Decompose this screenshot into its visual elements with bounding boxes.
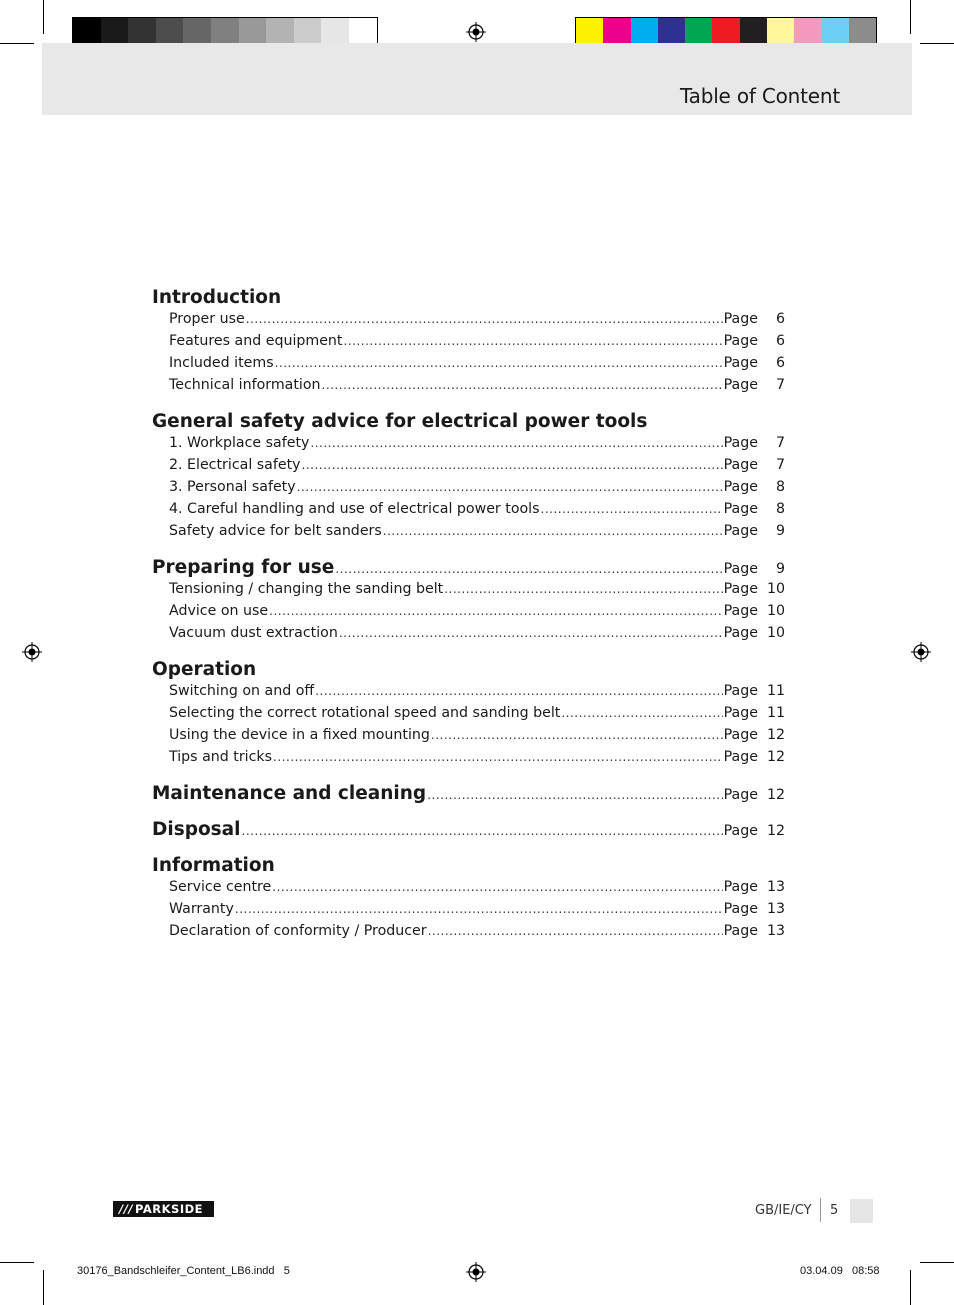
section-title: General safety advice for electrical power tools <box>152 411 648 432</box>
section-title: Introduction <box>152 287 282 308</box>
toc-entry[interactable] <box>152 581 785 603</box>
crop-mark <box>910 0 911 34</box>
page-label: Page <box>723 377 758 393</box>
dot-leader <box>431 728 723 742</box>
gray-swatch <box>349 18 377 46</box>
dot-leader <box>344 334 723 348</box>
table-of-contents <box>152 287 785 957</box>
gray-swatch <box>294 18 322 46</box>
entry-label: Advice on use <box>169 603 269 619</box>
page-number: 12 <box>766 823 785 839</box>
toc-entry[interactable] <box>152 705 785 727</box>
page-label: Page <box>723 787 758 803</box>
page-number: 10 <box>766 625 785 641</box>
page-number: 10 <box>766 581 785 597</box>
dot-leader <box>561 706 722 720</box>
page-number: 11 <box>766 705 785 721</box>
color-swatch <box>740 18 767 46</box>
page-number: 5 <box>830 1203 839 1218</box>
entry-label: Tensioning / changing the sanding belt <box>169 581 444 597</box>
toc-section-heading[interactable] <box>152 819 785 843</box>
gray-swatch <box>211 18 239 46</box>
toc-section-heading[interactable] <box>152 855 785 879</box>
toc-section <box>152 411 785 545</box>
crop-mark <box>920 1262 954 1263</box>
page-number: 10 <box>766 603 785 619</box>
logo-text: PARKSIDE <box>135 1202 204 1216</box>
page-label: Page <box>723 705 758 721</box>
page-label: Page <box>723 435 758 451</box>
crop-mark <box>0 1262 34 1263</box>
registration-mark-icon <box>911 642 931 662</box>
parkside-logo <box>113 1201 214 1217</box>
toc-entry[interactable] <box>152 501 785 523</box>
page-label: Page <box>723 479 758 495</box>
page-label: Page <box>723 749 758 765</box>
crop-mark <box>43 0 44 34</box>
page-label: Page <box>723 523 758 539</box>
page-number: 6 <box>775 333 785 349</box>
page-label: Page <box>723 561 758 577</box>
page-label: Page <box>723 683 758 699</box>
gray-swatch <box>239 18 267 46</box>
dot-leader <box>275 356 723 370</box>
crop-mark <box>43 1270 44 1305</box>
gray-swatch <box>266 18 294 46</box>
registration-mark-icon <box>22 642 42 662</box>
toc-entry[interactable] <box>152 311 785 333</box>
gray-swatch <box>101 18 129 46</box>
page-number: 12 <box>766 749 785 765</box>
dot-leader <box>339 626 723 640</box>
page-number: 6 <box>775 355 785 371</box>
toc-section-heading[interactable] <box>152 287 785 311</box>
page-label: Page <box>723 333 758 349</box>
page-number: 13 <box>766 901 785 917</box>
page-label: Page <box>723 625 758 641</box>
page-number: 13 <box>766 923 785 939</box>
page-number: 9 <box>775 523 785 539</box>
registration-mark-icon <box>466 22 486 42</box>
entry-label: Proper use <box>169 311 245 327</box>
dot-leader <box>335 562 722 576</box>
entry-label: Switching on and off <box>169 683 315 699</box>
page-label: Page <box>723 581 758 597</box>
page-number: 7 <box>775 435 785 451</box>
crop-mark <box>0 43 34 44</box>
color-swatch <box>794 18 821 46</box>
toc-entry[interactable] <box>152 377 785 399</box>
color-swatch <box>576 18 603 46</box>
print-slug-date: 03.04.09 08:58 <box>800 1265 880 1277</box>
toc-section <box>152 659 785 771</box>
page-number: 6 <box>775 311 785 327</box>
dot-leader <box>272 880 722 894</box>
toc-section <box>152 855 785 945</box>
entry-label: 3. Personal safety <box>169 479 296 495</box>
dot-leader <box>302 458 723 472</box>
page-number: 8 <box>775 501 785 517</box>
page-number: 12 <box>766 727 785 743</box>
toc-entry[interactable] <box>152 333 785 355</box>
color-swatch <box>849 18 876 46</box>
page-label: Page <box>723 501 758 517</box>
toc-entry[interactable] <box>152 923 785 945</box>
entry-label: Technical information <box>169 377 321 393</box>
entry-label: Safety advice for belt sanders <box>169 523 382 539</box>
page-title: Table of Content <box>679 84 840 108</box>
entry-label: Selecting the correct rotational speed and sanding belt <box>169 705 561 721</box>
color-swatch <box>685 18 712 46</box>
toc-entry[interactable] <box>152 523 785 545</box>
dot-leader <box>383 524 723 538</box>
toc-section-heading[interactable] <box>152 783 785 807</box>
gray-swatch <box>156 18 184 46</box>
dot-leader <box>428 924 723 938</box>
section-title: Disposal <box>152 819 241 840</box>
dot-leader <box>541 502 723 516</box>
page-number: 11 <box>766 683 785 699</box>
entry-label: Tips and tricks <box>169 749 273 765</box>
page-label: Page <box>723 823 758 839</box>
dot-leader <box>427 788 722 802</box>
dot-leader <box>269 604 723 618</box>
page-number: 7 <box>775 377 785 393</box>
gray-swatch <box>128 18 156 46</box>
dot-leader <box>315 684 722 698</box>
page-tab-box <box>850 1199 873 1223</box>
toc-entry[interactable] <box>152 479 785 501</box>
dot-leader <box>322 378 723 392</box>
entry-label: Using the device in a fixed mounting <box>169 727 430 743</box>
page-number: 13 <box>766 879 785 895</box>
page-number: 9 <box>775 561 785 577</box>
toc-section-heading[interactable] <box>152 557 785 581</box>
entry-label: Declaration of conformity / Producer <box>169 923 427 939</box>
section-title: Operation <box>152 659 257 680</box>
logo-slashes: /// <box>119 1202 134 1216</box>
toc-section-heading[interactable] <box>152 411 785 435</box>
entry-label: Warranty <box>169 901 234 917</box>
toc-section <box>152 819 785 843</box>
gray-swatch <box>73 18 101 46</box>
crop-mark <box>910 1270 911 1305</box>
toc-entry[interactable] <box>152 901 785 923</box>
page-label: Page <box>723 457 758 473</box>
footer-divider <box>820 1198 821 1222</box>
print-slug-filename: 30176_Bandschleifer_Content_LB6.indd 5 <box>77 1265 290 1277</box>
color-swatch <box>658 18 685 46</box>
toc-entry[interactable] <box>152 683 785 705</box>
dot-leader <box>242 824 723 838</box>
toc-entry[interactable] <box>152 625 785 647</box>
dot-leader <box>246 312 723 326</box>
section-title: Preparing for use <box>152 557 335 578</box>
color-swatch <box>712 18 739 46</box>
toc-entry[interactable] <box>152 355 785 377</box>
entry-label: 4. Careful handling and use of electrical power tools <box>169 501 540 517</box>
toc-entry[interactable] <box>152 879 785 901</box>
section-title: Information <box>152 855 275 876</box>
toc-entry[interactable] <box>152 603 785 625</box>
color-swatch <box>767 18 794 46</box>
entry-label: Included items <box>169 355 274 371</box>
gray-swatch <box>183 18 211 46</box>
page-label: Page <box>723 603 758 619</box>
page-number: 12 <box>766 787 785 803</box>
page-label: Page <box>723 923 758 939</box>
dot-leader <box>297 480 723 494</box>
dot-leader <box>235 902 723 916</box>
section-title: Maintenance and cleaning <box>152 783 427 804</box>
page-label: Page <box>723 311 758 327</box>
toc-section-heading[interactable] <box>152 659 785 683</box>
color-swatch <box>603 18 630 46</box>
region-code: GB/IE/CY <box>755 1203 812 1218</box>
toc-section <box>152 557 785 647</box>
entry-label: Service centre <box>169 879 272 895</box>
toc-entry[interactable] <box>152 435 785 457</box>
page-label: Page <box>723 355 758 371</box>
entry-label: 2. Electrical safety <box>169 457 301 473</box>
page-number: 8 <box>775 479 785 495</box>
toc-entry[interactable] <box>152 457 785 479</box>
page-label: Page <box>723 879 758 895</box>
entry-label: Vacuum dust extraction <box>169 625 338 641</box>
toc-section <box>152 783 785 807</box>
gray-swatch <box>321 18 349 46</box>
color-swatch <box>631 18 658 46</box>
color-swatch <box>822 18 849 46</box>
toc-entry[interactable] <box>152 749 785 771</box>
dot-leader <box>273 750 723 764</box>
page-label: Page <box>723 727 758 743</box>
dot-leader <box>310 436 722 450</box>
toc-entry[interactable] <box>152 727 785 749</box>
page-number: 7 <box>775 457 785 473</box>
entry-label: Features and equipment <box>169 333 343 349</box>
crop-mark <box>920 43 954 44</box>
page-label: Page <box>723 901 758 917</box>
registration-mark-icon <box>466 1262 486 1282</box>
dot-leader <box>444 582 722 596</box>
entry-label: 1. Workplace safety <box>169 435 310 451</box>
toc-section <box>152 287 785 399</box>
